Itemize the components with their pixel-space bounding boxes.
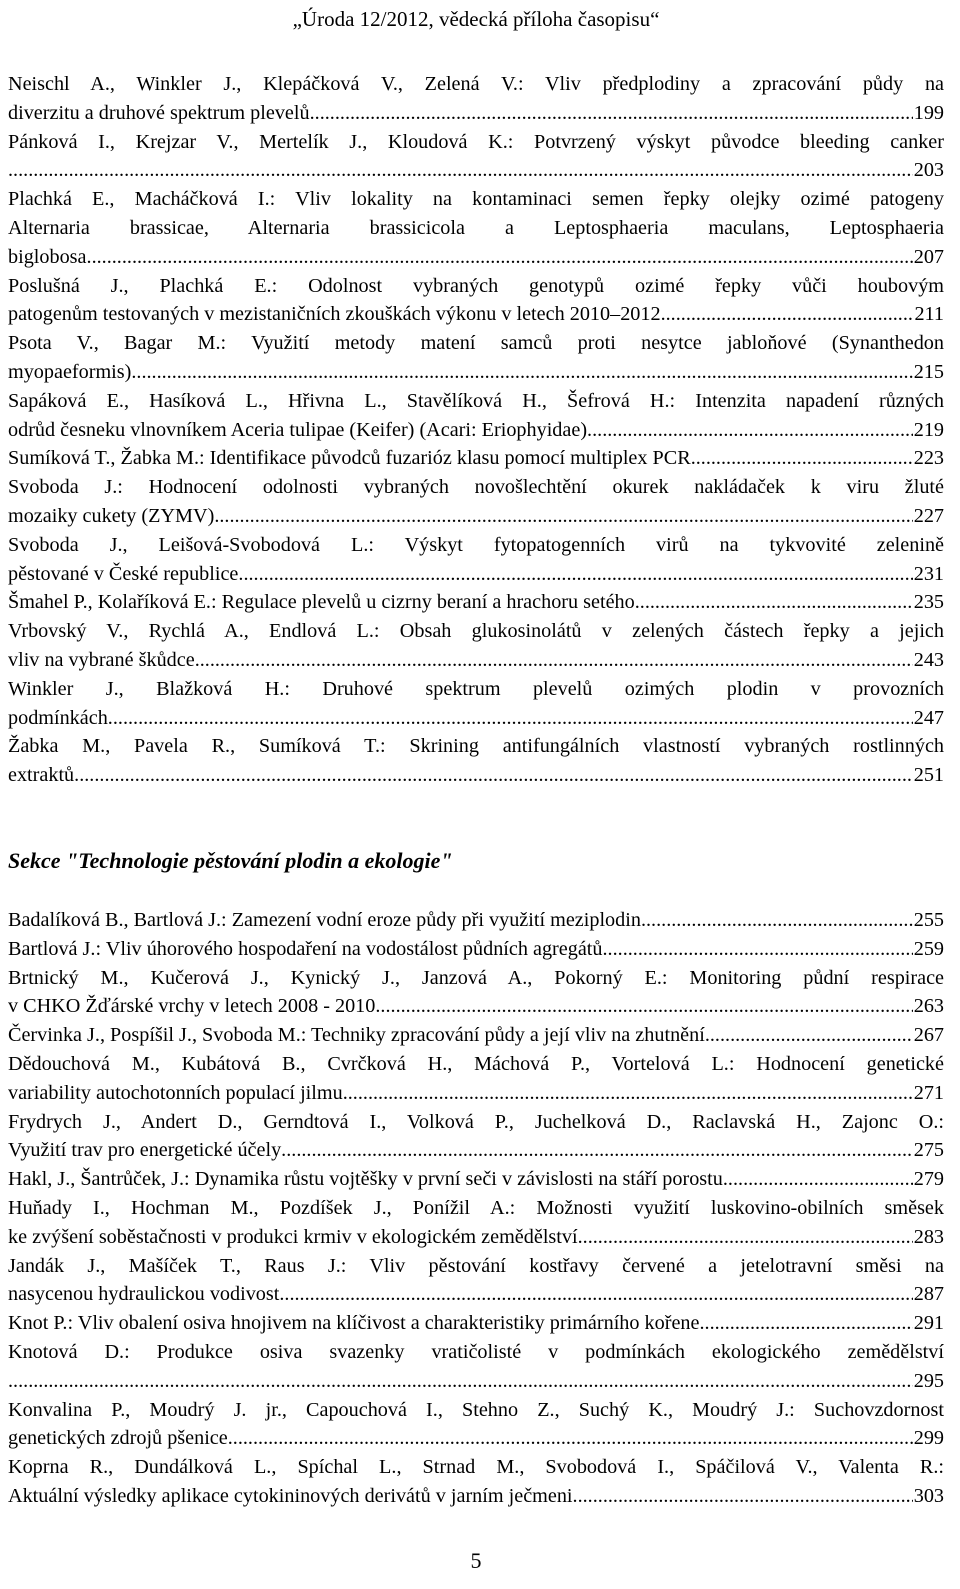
dot-leader bbox=[641, 906, 913, 935]
toc-entry-last-line bbox=[8, 444, 944, 473]
toc-entry-last-line bbox=[8, 704, 944, 733]
toc-entry-text: Knot P.: Vliv obalení osiva hnojivem na klíčivost a charakteristiky primárního kořene bbox=[8, 1312, 700, 1335]
dot-leader bbox=[691, 444, 913, 473]
toc-entry-text: Aktuální výsledky aplikace cytokininových derivátů v jarním ječmeni bbox=[8, 1484, 573, 1507]
dot-leader bbox=[195, 646, 913, 675]
toc-entry-last-line bbox=[8, 1482, 944, 1511]
toc-entry bbox=[8, 1165, 944, 1194]
toc-entry-last-line bbox=[8, 1280, 944, 1309]
toc-entry bbox=[8, 964, 944, 1022]
toc-entry bbox=[8, 1338, 944, 1396]
dot-leader bbox=[281, 1136, 913, 1165]
dot-leader bbox=[238, 560, 912, 589]
toc-page-number: 199 bbox=[913, 101, 944, 124]
toc-entry bbox=[8, 272, 944, 330]
toc-entry-text: vliv na vybrané škůdce bbox=[8, 648, 195, 671]
toc-page-number: 283 bbox=[913, 1225, 944, 1248]
toc-entry-text: myopaeformis) bbox=[8, 360, 132, 383]
toc-entry-line: Jandák J., Mašíček T., Raus J.: Vliv pěstování kostřavy červené a jetelotravní směsi na bbox=[8, 1254, 944, 1277]
toc-entry-text: patogenům testovaných v mezistaničních zkouškách výkonu v letech 2010–2012 bbox=[8, 303, 661, 326]
toc-entry-last-line bbox=[8, 1309, 944, 1338]
toc-entry-line: Koprna R., Dundálková L., Spíchal L., Strnad M., Svobodová I., Spáčilová V., Valenta R.: bbox=[8, 1456, 944, 1479]
toc-entry-last-line bbox=[8, 560, 944, 589]
toc-page-number: 203 bbox=[913, 159, 944, 182]
dot-leader bbox=[573, 1482, 913, 1511]
toc-entry bbox=[8, 617, 944, 675]
toc-entry bbox=[8, 531, 944, 589]
toc-list-plant-protection bbox=[8, 70, 944, 790]
toc-entry-line: Psota V., Bagar M.: Využití metody matení samců proti nesytce jabloňové (Synanthedon bbox=[8, 332, 944, 355]
toc-page-number: 255 bbox=[913, 909, 944, 931]
toc-page-number: 223 bbox=[913, 447, 944, 470]
toc-entry-line: Knotová D.: Produkce osiva svazenky vratičolisté v podmínkách ekologického zemědělství bbox=[8, 1340, 944, 1363]
toc-entry-last-line bbox=[8, 416, 944, 445]
dot-leader bbox=[214, 502, 912, 531]
toc-entry-text: pěstované v České republice bbox=[8, 562, 239, 585]
toc-entry-text: Bartlová J.: Vliv úhorového hospodaření na vodostálost půdních agregátů bbox=[8, 937, 603, 960]
toc-entry bbox=[8, 387, 944, 445]
toc-entry-last-line bbox=[8, 358, 944, 387]
toc-page-number: 251 bbox=[913, 764, 944, 787]
toc-page-number: 263 bbox=[913, 995, 944, 1018]
toc-entry-last-line bbox=[8, 1079, 944, 1108]
dot-leader bbox=[587, 416, 913, 445]
dot-leader bbox=[723, 1165, 913, 1194]
toc-entry-last-line bbox=[8, 906, 944, 935]
toc-entry-text: Sumíková T., Žabka M.: Identifikace původců fuzarióz klasu pomocí multiplex PCR bbox=[8, 447, 691, 470]
toc-entry-line: Svoboda J.: Hodnocení odolnosti vybraných novošlechtění okurek nakládaček k viru žluté bbox=[8, 476, 944, 499]
dot-leader bbox=[108, 704, 913, 733]
toc-entry-line: Plachká E., Macháčková I.: Vliv lokality na kontaminaci semen řepky olejky ozimé patogeny bbox=[8, 188, 944, 211]
toc-entry-line: Konvalina P., Moudrý J. jr., Capouchová I., Stehno Z., Suchý K., Moudrý J.: Suchovzdornost bbox=[8, 1398, 944, 1421]
dot-leader bbox=[228, 1424, 913, 1453]
toc-list-technology-ecology bbox=[8, 906, 944, 1511]
dot-leader bbox=[375, 992, 912, 1021]
section-heading: Sekce "Technologie pěstování plodin a ekologie" bbox=[8, 848, 453, 873]
toc-entry-text: biglobosa bbox=[8, 245, 87, 268]
toc-entry-text: odrůd česneku vlnovníkem Aceria tulipae (Keifer) (Acari: Eriophyidae) bbox=[8, 418, 588, 441]
toc-page-number: 295 bbox=[913, 1369, 944, 1392]
toc-entry-line: Frydrych J., Andert D., Gerndtová I., Volková P., Juchelková D., Raclavská H., Zajonc O.: bbox=[8, 1110, 944, 1133]
toc-entry bbox=[8, 185, 944, 271]
dot-leader bbox=[8, 156, 913, 185]
toc-entry-line: Žabka M., Pavela R., Sumíková T.: Skrining antifungálních vlastností vybraných rostlinných bbox=[8, 735, 944, 758]
toc-entry-text: genetických zdrojů pšenice bbox=[8, 1427, 228, 1450]
toc-page-number: 215 bbox=[913, 360, 944, 383]
toc-entry-last-line bbox=[8, 761, 944, 790]
dot-leader bbox=[603, 935, 913, 964]
toc-entry bbox=[8, 935, 944, 964]
toc-entry-text: diverzitu a druhové spektrum plevelů bbox=[8, 101, 310, 124]
toc-entry-last-line bbox=[8, 992, 944, 1021]
toc-entry bbox=[8, 732, 944, 790]
toc-entry bbox=[8, 1194, 944, 1252]
toc-entry-last-line bbox=[8, 502, 944, 531]
toc-entry bbox=[8, 1453, 944, 1511]
dot-leader bbox=[279, 1280, 912, 1309]
toc-entry-text: Badalíková B., Bartlová J.: Zamezení vodní eroze půdy při využití meziplodin bbox=[8, 909, 641, 931]
toc-entry bbox=[8, 128, 944, 186]
toc-page-number: 275 bbox=[913, 1139, 944, 1162]
toc-entry bbox=[8, 906, 944, 935]
toc-entry bbox=[8, 1021, 944, 1050]
dot-leader bbox=[343, 1079, 913, 1108]
toc-entry-last-line bbox=[8, 1367, 944, 1396]
toc-entry-last-line bbox=[8, 1165, 944, 1194]
dot-leader bbox=[74, 761, 913, 790]
running-header: „Úroda 12/2012, vědecká příloha časopisu“ bbox=[292, 7, 660, 31]
toc-entry-text: variability autochotonních populací jilmu bbox=[8, 1081, 343, 1104]
toc-entry-line: Sapáková E., Hasíková L., Hřivna L., Stavělíková H., Šefrová H.: Intenzita napadení různých bbox=[8, 389, 944, 412]
toc-page-number: 287 bbox=[913, 1283, 944, 1306]
toc-page-number: 235 bbox=[913, 591, 944, 614]
toc-entry-line: Vrbovský V., Rychlá A., Endlová L.: Obsah glukosinolátů v zelených částech řepky a jejich bbox=[8, 620, 944, 643]
toc-entry bbox=[8, 329, 944, 387]
toc-entry-text: Šmahel P., Kolaříková E.: Regulace plevelů u cizrny beraní a hrachoru setého bbox=[8, 591, 635, 614]
toc-page-number: 291 bbox=[913, 1312, 944, 1335]
dot-leader bbox=[635, 588, 913, 617]
page-number: 5 bbox=[470, 1548, 482, 1573]
toc-entry-line: Neischl A., Winkler J., Klepáčková V., Zelená V.: Vliv předplodiny a zpracování půdy na bbox=[8, 73, 944, 95]
dot-leader bbox=[87, 243, 913, 272]
toc-entry-last-line bbox=[8, 1424, 944, 1453]
toc-page-number: 219 bbox=[913, 418, 944, 441]
toc-entry-line: Brtnický M., Kučerová J., Kynický J., Janzová A., Pokorný E.: Monitoring půdní respirace bbox=[8, 966, 944, 989]
toc-entry-text: podmínkách bbox=[8, 706, 108, 729]
toc-entry-text: v CHKO Žďárské vrchy v letech 2008 - 2010 bbox=[8, 995, 376, 1018]
toc-entry-last-line bbox=[8, 588, 944, 617]
dot-leader bbox=[578, 1223, 913, 1252]
dot-leader bbox=[705, 1021, 913, 1050]
toc-entry-last-line bbox=[8, 99, 944, 128]
toc-entry-text: nasycenou hydraulickou vodivost bbox=[8, 1283, 280, 1306]
toc-entry-last-line bbox=[8, 646, 944, 675]
toc-page-number: 247 bbox=[913, 706, 944, 729]
dot-leader bbox=[310, 99, 913, 128]
toc-page-number: 211 bbox=[914, 303, 944, 326]
toc-entry-last-line bbox=[8, 935, 944, 964]
toc-page-number: 231 bbox=[913, 562, 944, 585]
toc-entry-line: Alternaria brassicae, Alternaria brassicicola a Leptosphaeria maculans, Leptosphaeria bbox=[8, 216, 944, 239]
toc-entry bbox=[8, 1252, 944, 1310]
toc-entry-last-line bbox=[8, 1021, 944, 1050]
toc-entry-line: Svoboda J., Leišová-Svobodová L.: Výskyt fytopatogenních virů na tykvovité zelenině bbox=[8, 533, 944, 556]
toc-entry-line: Huňady I., Hochman M., Pozdíšek J., Ponížil A.: Možnosti využití luskovino-obilních směsek bbox=[8, 1196, 944, 1219]
dot-leader bbox=[131, 358, 912, 387]
toc-entry-last-line bbox=[8, 300, 944, 329]
toc-entry bbox=[8, 473, 944, 531]
toc-entry bbox=[8, 1050, 944, 1108]
toc-entry-text: Hakl, J., Šantrůček, J.: Dynamika růstu vojtěšky v první seči v závislosti na stáří porostu bbox=[8, 1168, 723, 1191]
toc-entry-last-line bbox=[8, 1136, 944, 1165]
toc-page-number: 271 bbox=[913, 1081, 944, 1104]
toc-page-number: 267 bbox=[913, 1024, 944, 1047]
dot-leader bbox=[661, 300, 914, 329]
toc-entry-text: mozaiky cukety (ZYMV) bbox=[8, 504, 215, 527]
toc-page-number: 227 bbox=[913, 504, 944, 527]
toc-entry bbox=[8, 444, 944, 473]
toc-entry-line: Winkler J., Blažková H.: Druhové spektrum plevelů ozimých plodin v provozních bbox=[8, 677, 944, 700]
toc-entry bbox=[8, 588, 944, 617]
toc-entry bbox=[8, 1108, 944, 1166]
dot-leader bbox=[699, 1309, 912, 1338]
toc-entry-last-line bbox=[8, 243, 944, 272]
toc-entry-line: Dědouchová M., Kubátová B., Cvrčková H., Máchová P., Vortelová L.: Hodnocení genetické bbox=[8, 1052, 944, 1075]
toc-entry-last-line bbox=[8, 156, 944, 185]
toc-page-number: 259 bbox=[913, 937, 944, 960]
toc-page-number: 303 bbox=[913, 1484, 944, 1507]
dot-leader bbox=[8, 1367, 913, 1396]
toc-entry-last-line bbox=[8, 1223, 944, 1252]
toc-page-number: 243 bbox=[913, 648, 944, 671]
toc-entry bbox=[8, 675, 944, 733]
toc-entry bbox=[8, 1309, 944, 1338]
toc-entry-text: Červinka J., Pospíšil J., Svoboda M.: Techniky zpracování půdy a její vliv na zhutnění bbox=[8, 1024, 705, 1047]
toc-page-number: 299 bbox=[913, 1427, 944, 1450]
toc-entry-line: Poslušná J., Plachká E.: Odolnost vybraných genotypů ozimé řepky vůči houbovým bbox=[8, 274, 944, 297]
toc-page-number: 279 bbox=[913, 1168, 944, 1191]
toc-entry-text: Využití trav pro energetické účely bbox=[8, 1139, 282, 1162]
toc-entry bbox=[8, 1396, 944, 1454]
toc-entry-text: extraktů bbox=[8, 764, 75, 787]
toc-page-number: 207 bbox=[913, 245, 944, 268]
toc-entry-text: ke zvýšení soběstačnosti v produkci krmiv v ekologickém zemědělství bbox=[8, 1225, 578, 1248]
toc-entry bbox=[8, 70, 944, 128]
toc-entry-line: Pánková I., Krejzar V., Mertelík J., Kloudová K.: Potvrzený výskyt původce bleeding canker bbox=[8, 130, 944, 153]
